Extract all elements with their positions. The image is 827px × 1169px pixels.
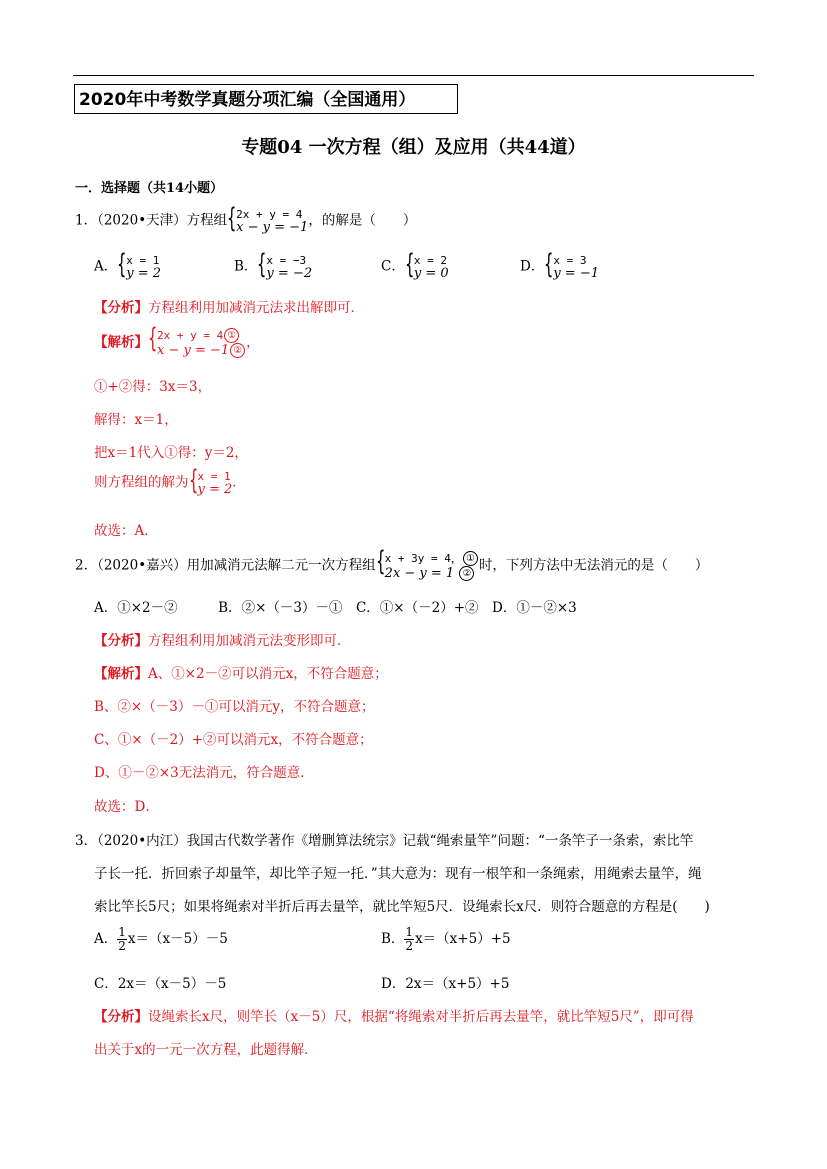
q2-solution-c: C、①×（－2）+②可以消元x，不符合题意； <box>94 732 373 748</box>
q1-step4: 则方程组的解为 { x = 1 y = 2 ． <box>94 465 246 497</box>
q2-stem <box>75 546 709 581</box>
q1-option-c: C． { x = 2 y = 0 <box>381 249 449 281</box>
q1-solution-tag: 【解析】 <box>94 334 148 351</box>
q3-option-a-den: 2 <box>118 939 126 953</box>
q1-step4-x: x = 1 <box>197 470 231 483</box>
q3-option-a-rest: x＝（x－5）－5 <box>127 931 228 947</box>
q1-option-b-x: x = −3 <box>266 254 307 267</box>
q3-line2: 子长一托．折回索子却量竿，却比竿子短一托．”其大意为：现有一根竿和一条绳索，用绳索去量竿，绳 <box>94 866 702 882</box>
q1-sol-eq1: 2x + y = 4 <box>157 329 224 342</box>
q1-option-d-letter: D． <box>520 258 545 275</box>
q1-equation-system: { 2x + y = 4 x − y = −1 <box>227 203 309 235</box>
top-rule <box>73 75 754 76</box>
q1-stem <box>75 203 417 235</box>
q1-option-d-x: x = 3 <box>553 254 587 267</box>
q1-option-d: D． { x = 3 y = −1 <box>520 249 599 281</box>
q3-option-d: D．2x＝（x+5）+5 <box>381 976 510 992</box>
q2-analysis-text: 方程组利用加减消元法变形即可． <box>148 633 351 649</box>
q2-analysis-tag: 【分析】 <box>94 633 148 649</box>
q1-analysis-tag: 【分析】 <box>94 300 148 316</box>
q1-step4-suffix: ． <box>232 474 246 491</box>
q1-sol-eq2: x − y = −1 <box>157 343 230 358</box>
q2-sol-a-text: A、①×2－②可以消元x，不符合题意； <box>148 666 388 682</box>
q1-sol-mark1: ① <box>224 328 239 343</box>
q2-solution-a <box>94 662 388 682</box>
q2-solution-d: D、①－②×3无法消元，符合题意． <box>94 765 314 781</box>
q1-option-c-y: y = 0 <box>413 266 449 281</box>
q1-step2: 解得：x＝1， <box>94 412 178 428</box>
q1-option-c-x: x = 2 <box>413 254 447 267</box>
q2-prefix: 2．（2020•嘉兴）用加减消元法解二元一次方程组 <box>75 557 376 574</box>
q3-option-b-num: 1 <box>405 925 414 939</box>
q1-option-b-letter: B． <box>234 258 258 275</box>
q1-option-b-y: y = −2 <box>266 266 313 281</box>
q1-step1: ①+②得：3x＝3， <box>94 379 212 395</box>
q1-analysis <box>94 296 364 316</box>
q1-analysis-text: 方程组利用加减消元法求出解即可． <box>148 300 364 316</box>
series-title-box: 2020年中考数学真题分项汇编（全国通用） <box>74 84 458 114</box>
q3-option-a-letter: A． <box>94 931 118 947</box>
q2-solution-tag: 【解析】 <box>94 666 148 682</box>
q3-analysis-text: 设绳索长x尺，则竿长（x－5）尺，根据“将绳索对半折后再去量竿，就比竿短5尺”，即可得 <box>148 1009 694 1025</box>
q2-answer: 故选：D． <box>94 799 159 815</box>
q2-eq2: 2x − y = 1 <box>384 566 455 581</box>
q3-line1: 3．（2020•内江）我国古代数学著作《增删算法统宗》记载“绳索量竿”问题：“一条竿子一条索，索比竿 <box>75 833 694 849</box>
q2-equation-system: { x + 3y = 4， ① 2x − y = 1 ② <box>376 551 479 581</box>
q1-suffix: ，的解是（ ） <box>308 212 417 229</box>
page-title: 专题04 一次方程（组）及应用（共44道） <box>241 137 586 158</box>
q1-step4-prefix: 则方程组的解为 <box>94 474 189 491</box>
q2-options: A．①×2－② B．②×（－3）－① C．①×（－2）+② D．①－②×3 <box>94 600 577 616</box>
q1-option-d-y: y = −1 <box>553 266 599 281</box>
q1-step3: 把x＝1代入①得：y＝2， <box>94 445 248 461</box>
q1-answer: 故选：A． <box>94 523 158 539</box>
q3-line3: 索比竿长5尺；如果将绳索对半折后再去量竿，就比竿短5尺．设绳索长x尺．则符合题意的方程是( ) <box>94 899 710 915</box>
q2-eq1: x + 3y = 4 <box>384 552 451 565</box>
q1-option-a-letter: A． <box>94 258 118 275</box>
q1-prefix: 1．（2020•天津）方程组 <box>75 212 228 229</box>
q1-eq2: x − y = −1 <box>236 220 309 235</box>
q2-suffix: 时，下列方法中无法消元的是（ ） <box>478 557 709 574</box>
q1-option-a: A． { x = 1 y = 2 <box>94 249 162 281</box>
q3-option-c: C．2x＝（x－5）－5 <box>94 976 227 992</box>
q3-option-b-fraction <box>404 926 414 953</box>
q1-option-b: B． { x = −3 y = −2 <box>234 249 313 281</box>
q1-option-a-y: y = 2 <box>126 266 162 281</box>
q2-solution-b: B、②×（－3）－①可以消元y，不符合题意； <box>94 699 375 715</box>
q1-option-c-letter: C． <box>381 258 405 275</box>
section-heading: 一．选择题（共14小题） <box>75 181 224 196</box>
q1-sol-mark2: ② <box>230 343 245 358</box>
q1-eq1: 2x + y = 4 <box>236 208 303 221</box>
q2-analysis <box>94 629 351 649</box>
q3-option-b <box>381 926 511 953</box>
q1-option-a-x: x = 1 <box>126 254 160 267</box>
q1-solution-head: 【解析】 { 2x + y = 4 ① x − y = −1 ② ， <box>94 323 260 358</box>
q3-analysis-line1 <box>94 1005 694 1025</box>
q3-option-b-letter: B． <box>381 931 405 947</box>
q3-option-b-rest: x＝（x+5）+5 <box>415 931 511 947</box>
q3-analysis-line2: 出关于x的一元一次方程，此题得解． <box>94 1042 318 1058</box>
q3-option-a <box>94 926 228 953</box>
q3-option-b-den: 2 <box>405 939 414 953</box>
q3-option-a-fraction <box>117 926 127 953</box>
q3-option-a-num: 1 <box>118 925 126 939</box>
q3-analysis-tag: 【分析】 <box>94 1009 148 1025</box>
q1-step4-y: y = 2 <box>197 482 233 497</box>
